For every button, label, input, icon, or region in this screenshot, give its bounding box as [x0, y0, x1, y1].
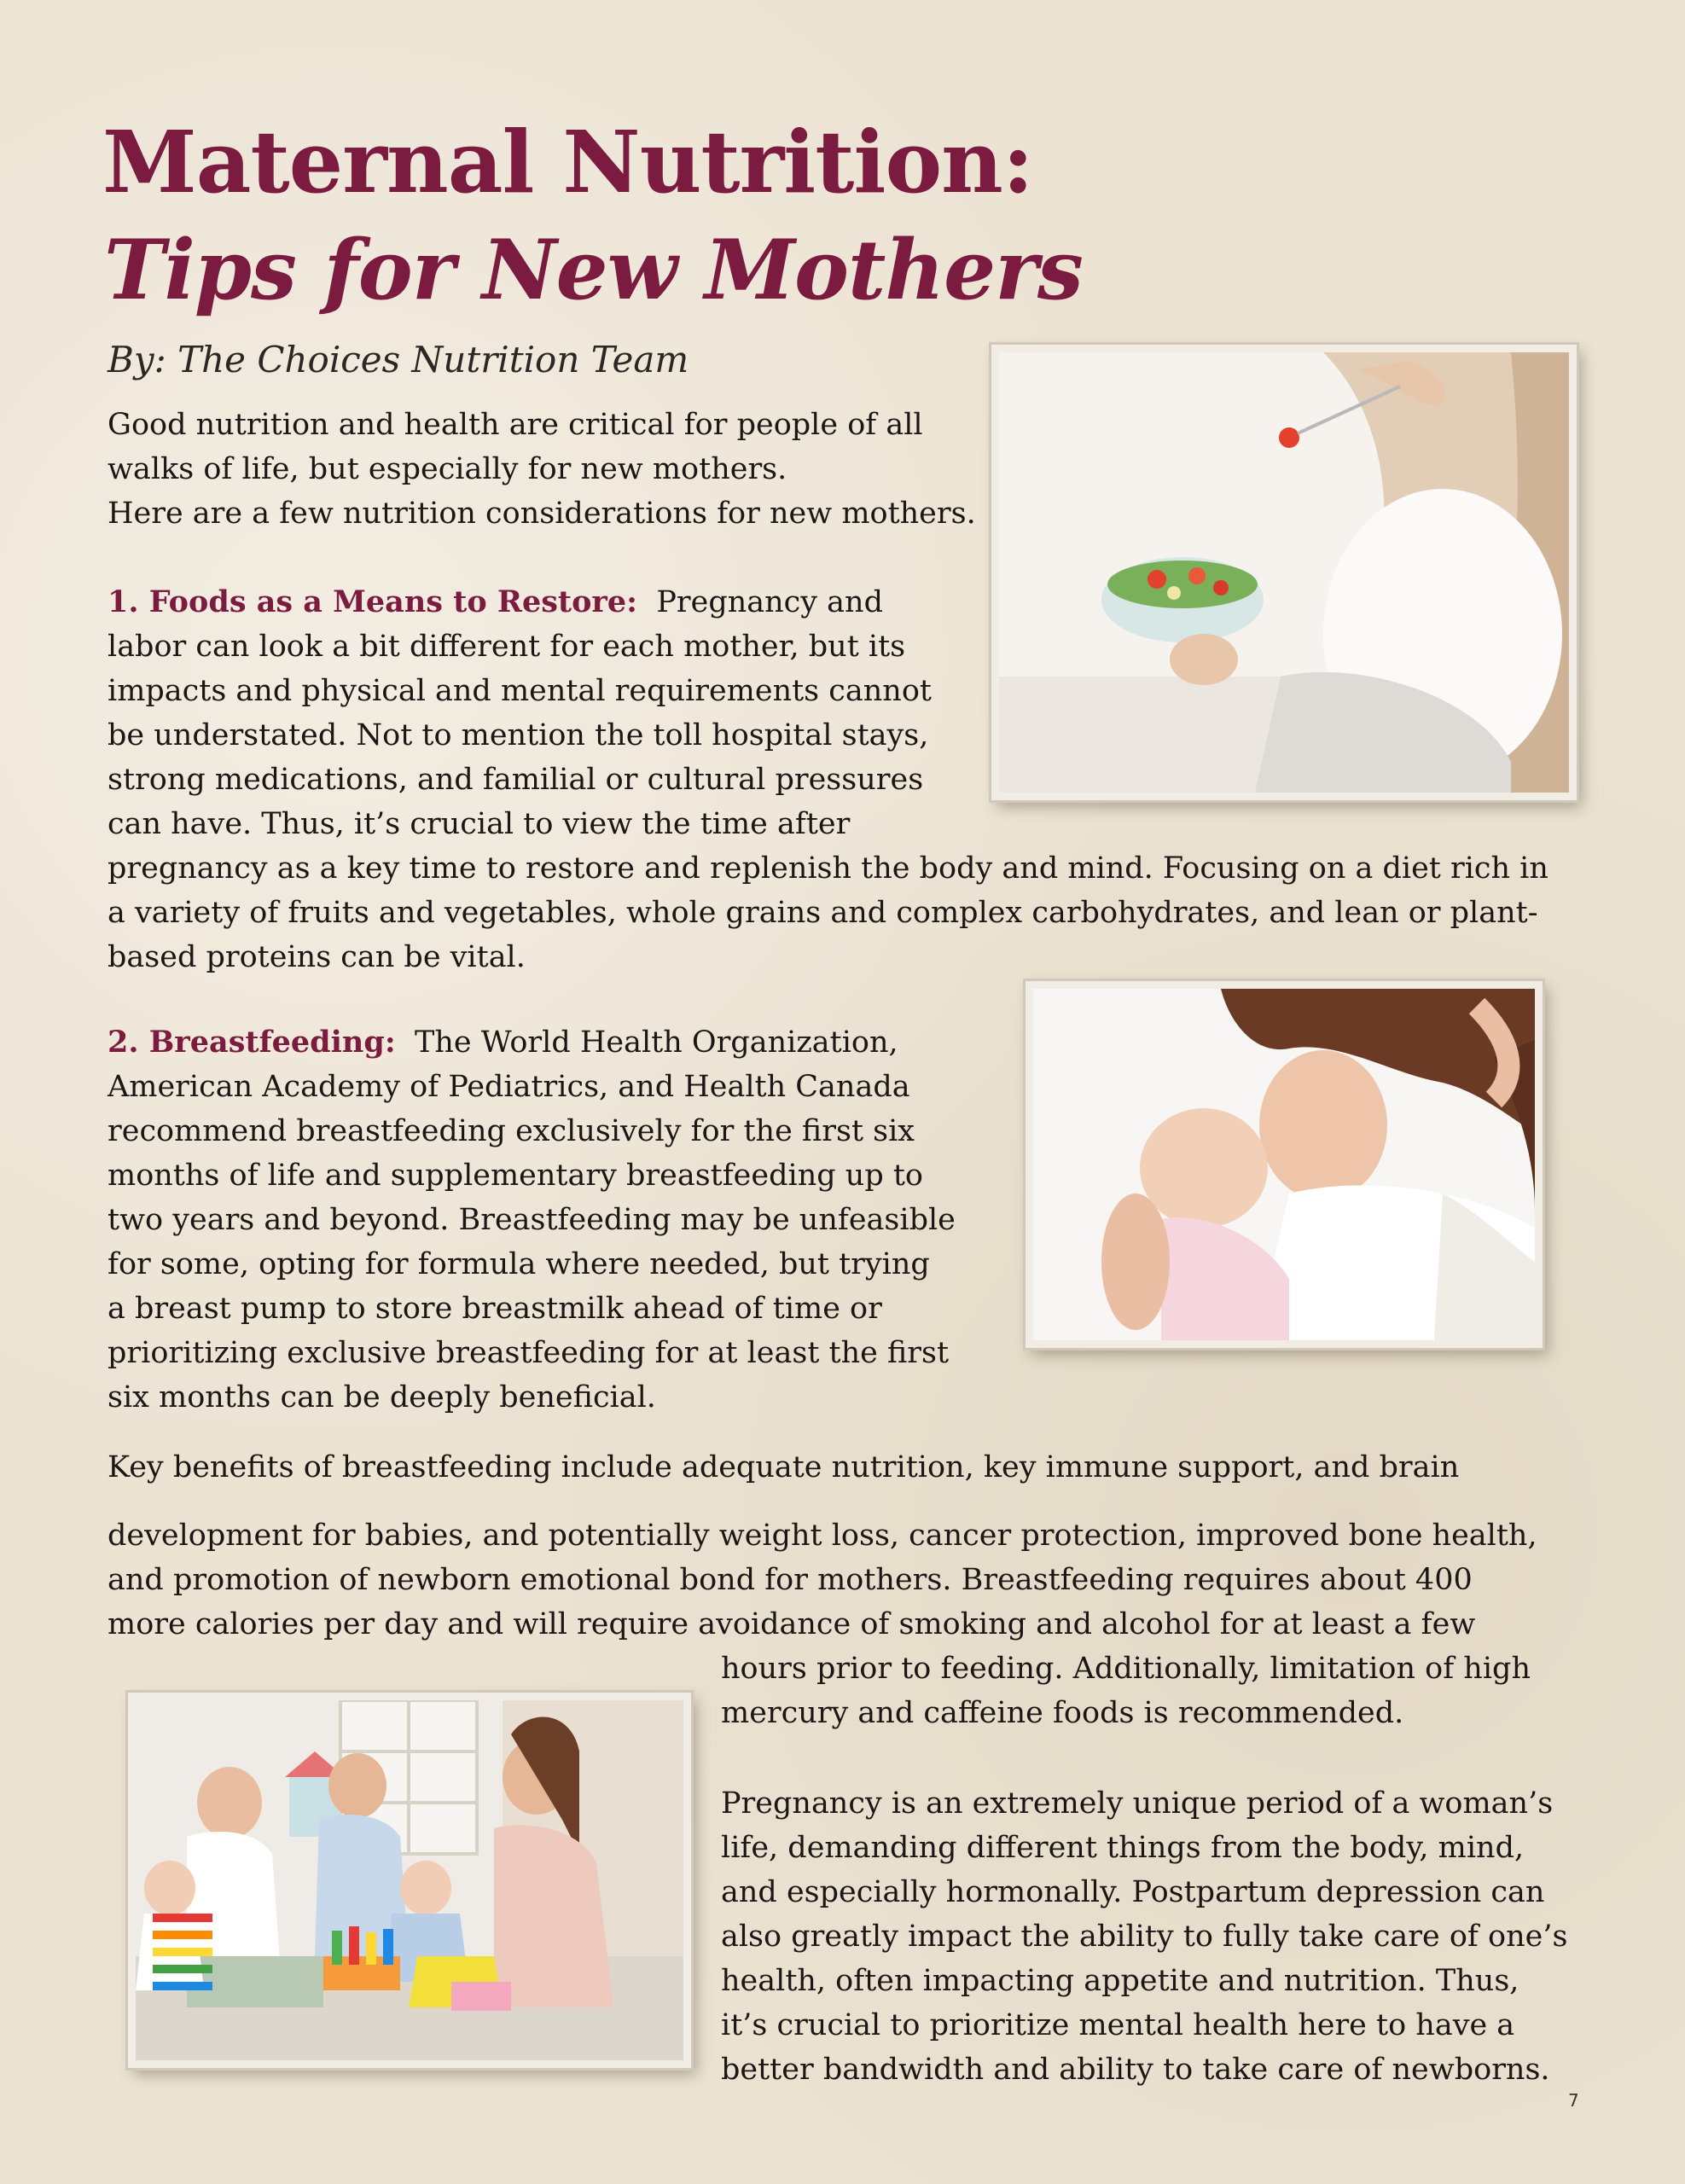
- pregnancy-line: Pregnancy is an extremely unique period of a woman’s: [721, 1786, 1554, 1821]
- section-1-line: pregnancy as a key time to restore and replenish the body and mind. Focusing on a diet rich in: [107, 851, 1548, 886]
- section-2-line: American Academy of Pediatrics, and Health Canada: [107, 1070, 910, 1104]
- section-2-line: The World Health Organization,: [415, 1025, 898, 1060]
- title-line-1: Maternal Nutrition:: [102, 112, 1033, 212]
- section-2-line: for some, opting for formula where needed, but trying: [107, 1247, 930, 1281]
- section-1-line: based proteins can be vital.: [107, 940, 526, 974]
- pregnancy-line: also greatly impact the ability to fully take care of one’s: [721, 1920, 1568, 1954]
- benefits-first-line: Key benefits of breastfeeding include adequate nutrition, key immune support, and brain: [107, 1450, 1460, 1484]
- section-1-heading: 1. Foods as a Means to Restore:: [107, 584, 638, 619]
- intro-line: walks of life, but especially for new mothers.: [107, 452, 787, 486]
- benefits-right-line: hours prior to feeding. Additionally, limitation of high: [721, 1652, 1531, 1686]
- section-1-line: impacts and physical and mental requirements cannot: [107, 674, 932, 708]
- benefits-right-paragraph: [721, 1647, 1531, 1735]
- section-2-heading: 2. Breastfeeding:: [107, 1025, 396, 1060]
- section-2-line: months of life and supplementary breastfeeding up to: [107, 1159, 923, 1193]
- intro-line: Here are a few nutrition considerations for new mothers.: [107, 497, 976, 531]
- section-2-line: prioritizing exclusive breastfeeding for at least the first: [107, 1336, 950, 1370]
- benefits-paragraph: [107, 1513, 1537, 1647]
- intro-line: Good nutrition and health are critical for people of all: [107, 408, 923, 442]
- benefits-line: development for babies, and potentially weight loss, cancer protection, improved bone health,: [107, 1519, 1537, 1553]
- photo-pregnant-woman-salad: [991, 345, 1577, 800]
- section-2-paragraph: [107, 1020, 956, 1420]
- section-2-line: two years and beyond. Breastfeeding may be unfeasible: [107, 1203, 956, 1237]
- photo-mother-baby: [1026, 981, 1543, 1348]
- page-number: 7: [1568, 2090, 1579, 2111]
- section-1-line: a variety of fruits and vegetables, whole grains and complex carbohydrates, and lean or plant-: [107, 896, 1538, 930]
- intro-paragraph: [107, 403, 976, 536]
- pregnancy-paragraph: [721, 1781, 1567, 2092]
- section-1-line: can have. Thus, it’s crucial to view the time after: [107, 807, 851, 841]
- benefits-line: more calories per day and will require avoidance of smoking and alcohol for at least a few: [107, 1607, 1476, 1641]
- section-1-line: Pregnancy and: [656, 585, 883, 619]
- pregnancy-line: health, often impacting appetite and nutrition. Thus,: [721, 1964, 1519, 1998]
- title-line-2: Tips for New Mothers: [104, 222, 1083, 318]
- pregnancy-line: it’s crucial to prioritize mental health here to have a: [721, 2008, 1515, 2042]
- section-1-line: strong medications, and familial or cultural pressures: [107, 763, 924, 797]
- pregnancy-line: better bandwidth and ability to take care of newborns.: [721, 2053, 1550, 2087]
- benefits-right-line: mercury and caffeine foods is recommended.: [721, 1696, 1404, 1730]
- section-2-line: recommend breastfeeding exclusively for the first six: [107, 1114, 915, 1148]
- section-2-line: six months can be deeply beneficial.: [107, 1380, 656, 1414]
- section-1-line: be understated. Not to mention the toll hospital stays,: [107, 718, 929, 752]
- section-2-line: a breast pump to store breastmilk ahead of time or: [107, 1292, 882, 1326]
- byline: By: The Choices Nutrition Team: [107, 339, 689, 380]
- benefits-line: and promotion of newborn emotional bond for mothers. Breastfeeding requires about 400: [107, 1563, 1473, 1597]
- pregnancy-line: and especially hormonally. Postpartum depression can: [721, 1875, 1545, 1909]
- section-1-line: labor can look a bit different for each mother, but its: [107, 630, 906, 664]
- pregnancy-line: life, demanding different things from the body, mind,: [721, 1831, 1525, 1865]
- photo-daycare-playtime: [128, 1693, 691, 2068]
